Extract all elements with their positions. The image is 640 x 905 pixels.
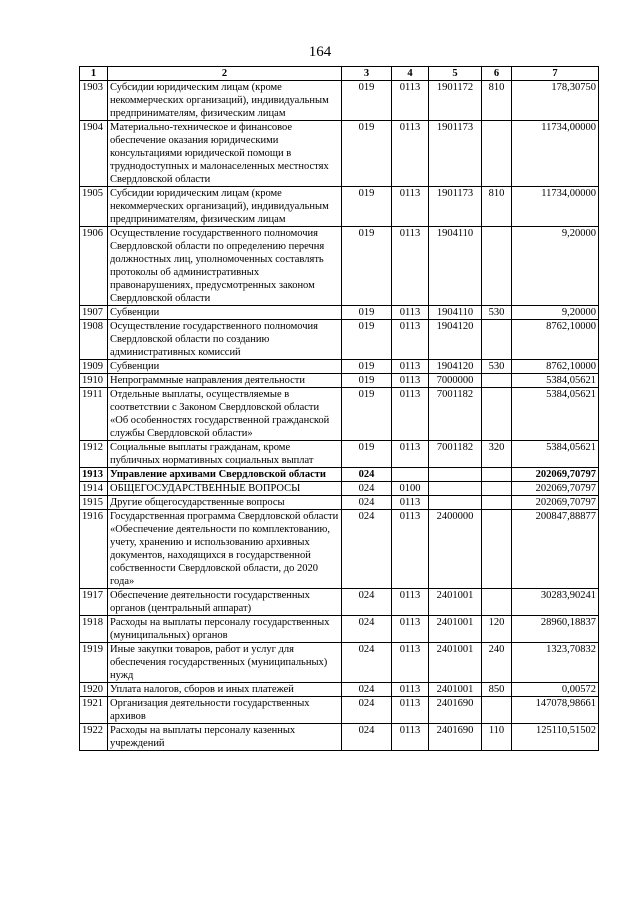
expense-name-cell: Непрограммные направления деятельности	[108, 374, 342, 388]
section-code-cell: 0113	[392, 388, 429, 441]
expense-type-code-cell	[482, 227, 512, 306]
amount-cell: 202069,70797	[512, 496, 599, 510]
amount-cell: 5384,05621	[512, 388, 599, 441]
row-number-cell: 1914	[80, 482, 108, 496]
target-item-code-cell: 2401001	[429, 589, 482, 616]
expense-name-cell: Обеспечение деятельности государственных органов (центральный аппарат)	[108, 589, 342, 616]
amount-cell: 5384,05621	[512, 441, 599, 468]
target-item-code-cell: 7001182	[429, 388, 482, 441]
admin-code-cell: 024	[342, 683, 392, 697]
section-code-cell: 0113	[392, 643, 429, 683]
amount-cell: 28960,18837	[512, 616, 599, 643]
amount-cell: 11734,00000	[512, 187, 599, 227]
amount-cell: 125110,51502	[512, 724, 599, 751]
target-item-code-cell: 1904110	[429, 227, 482, 306]
admin-code-cell: 019	[342, 306, 392, 320]
admin-code-cell: 019	[342, 374, 392, 388]
target-item-code-cell: 2401001	[429, 616, 482, 643]
expense-name-cell: Другие общегосударственные вопросы	[108, 496, 342, 510]
expense-name-cell: Осуществление государственного полномочия Свердловской области по созданию административных комиссий	[108, 320, 342, 360]
target-item-code-cell: 1904110	[429, 306, 482, 320]
admin-code-cell: 024	[342, 589, 392, 616]
target-item-code-cell: 1904120	[429, 320, 482, 360]
section-code-cell: 0113	[392, 360, 429, 374]
table-row	[80, 643, 599, 683]
expense-type-code-cell	[482, 482, 512, 496]
table-row	[80, 589, 599, 616]
admin-code-cell: 019	[342, 187, 392, 227]
target-item-code-cell: 2401690	[429, 724, 482, 751]
row-number-cell: 1918	[80, 616, 108, 643]
amount-cell: 11734,00000	[512, 121, 599, 187]
expense-type-code-cell: 810	[482, 81, 512, 121]
expense-name-cell: Социальные выплаты гражданам, кроме публичных нормативных социальных выплат	[108, 441, 342, 468]
expense-name-cell: Уплата налогов, сборов и иных платежей	[108, 683, 342, 697]
expense-type-code-cell: 240	[482, 643, 512, 683]
expense-type-code-cell	[482, 589, 512, 616]
expense-type-code-cell: 850	[482, 683, 512, 697]
column-header: 3	[342, 67, 392, 81]
section-code-cell: 0113	[392, 616, 429, 643]
table-row	[80, 616, 599, 643]
row-number-cell: 1904	[80, 121, 108, 187]
row-number-cell: 1911	[80, 388, 108, 441]
table-header-row	[80, 67, 599, 81]
section-code-cell: 0113	[392, 589, 429, 616]
column-header: 6	[482, 67, 512, 81]
expense-name-cell: Субсидии юридическим лицам (кроме некоммерческих организаций), индивидуальным предпринимателям, физическим лицам	[108, 81, 342, 121]
admin-code-cell: 019	[342, 388, 392, 441]
section-code-cell: 0113	[392, 320, 429, 360]
table-row	[80, 187, 599, 227]
section-code-cell: 0113	[392, 510, 429, 589]
target-item-code-cell: 7000000	[429, 374, 482, 388]
target-item-code-cell: 1901172	[429, 81, 482, 121]
row-number-cell: 1917	[80, 589, 108, 616]
admin-code-cell: 019	[342, 227, 392, 306]
admin-code-cell: 024	[342, 697, 392, 724]
row-number-cell: 1905	[80, 187, 108, 227]
expense-type-code-cell: 810	[482, 187, 512, 227]
page-number: 164	[308, 44, 332, 60]
table-row	[80, 388, 599, 441]
target-item-code-cell: 1901173	[429, 121, 482, 187]
admin-code-cell: 024	[342, 616, 392, 643]
section-code-cell: 0113	[392, 697, 429, 724]
row-number-cell: 1907	[80, 306, 108, 320]
expense-name-cell: Иные закупки товаров, работ и услуг для обеспечения государственных (муниципальных) нужд	[108, 643, 342, 683]
target-item-code-cell: 2401001	[429, 643, 482, 683]
target-item-code-cell	[429, 496, 482, 510]
budget-table	[79, 66, 599, 751]
table-body	[80, 81, 599, 751]
table-row	[80, 482, 599, 496]
admin-code-cell: 019	[342, 360, 392, 374]
row-number-cell: 1906	[80, 227, 108, 306]
expense-type-code-cell: 120	[482, 616, 512, 643]
table-row	[80, 306, 599, 320]
expense-type-code-cell: 530	[482, 360, 512, 374]
section-code-cell: 0113	[392, 441, 429, 468]
admin-code-cell: 024	[342, 482, 392, 496]
row-number-cell: 1916	[80, 510, 108, 589]
amount-cell: 1323,70832	[512, 643, 599, 683]
expense-name-cell: Субвенции	[108, 360, 342, 374]
row-number-cell: 1912	[80, 441, 108, 468]
column-header: 1	[80, 67, 108, 81]
amount-cell: 0,00572	[512, 683, 599, 697]
admin-code-cell: 024	[342, 496, 392, 510]
row-number-cell: 1921	[80, 697, 108, 724]
table-row	[80, 374, 599, 388]
expense-name-cell: Субсидии юридическим лицам (кроме некоммерческих организаций), индивидуальным предпринимателям, физическим лицам	[108, 187, 342, 227]
expense-type-code-cell	[482, 374, 512, 388]
column-header: 2	[108, 67, 342, 81]
section-code-cell	[392, 468, 429, 482]
expense-name-cell: ОБЩЕГОСУДАРСТВЕННЫЕ ВОПРОСЫ	[108, 482, 342, 496]
table-row	[80, 468, 599, 482]
table-row	[80, 697, 599, 724]
target-item-code-cell: 7001182	[429, 441, 482, 468]
section-code-cell: 0113	[392, 724, 429, 751]
amount-cell: 8762,10000	[512, 320, 599, 360]
expense-name-cell: Расходы на выплаты персоналу государственных (муниципальных) органов	[108, 616, 342, 643]
amount-cell: 200847,88877	[512, 510, 599, 589]
section-code-cell: 0113	[392, 374, 429, 388]
amount-cell: 202069,70797	[512, 468, 599, 482]
amount-cell: 202069,70797	[512, 482, 599, 496]
admin-code-cell: 019	[342, 320, 392, 360]
table-row	[80, 496, 599, 510]
expense-type-code-cell	[482, 496, 512, 510]
row-number-cell: 1910	[80, 374, 108, 388]
section-code-cell: 0113	[392, 306, 429, 320]
amount-cell: 147078,98661	[512, 697, 599, 724]
admin-code-cell: 019	[342, 441, 392, 468]
column-header: 7	[512, 67, 599, 81]
expense-type-code-cell	[482, 121, 512, 187]
amount-cell: 8762,10000	[512, 360, 599, 374]
amount-cell: 9,20000	[512, 306, 599, 320]
expense-type-code-cell	[482, 468, 512, 482]
table-row	[80, 360, 599, 374]
table-row	[80, 121, 599, 187]
column-header: 4	[392, 67, 429, 81]
admin-code-cell: 024	[342, 724, 392, 751]
amount-cell: 5384,05621	[512, 374, 599, 388]
expense-type-code-cell	[482, 320, 512, 360]
target-item-code-cell: 2401690	[429, 697, 482, 724]
admin-code-cell: 024	[342, 643, 392, 683]
expense-type-code-cell: 320	[482, 441, 512, 468]
amount-cell: 178,30750	[512, 81, 599, 121]
expense-name-cell: Осуществление государственного полномочия Свердловской области по определению перечня должностных лиц, уполномоченных составлять протоколы об административных правонарушениях, предусмотренных законом Свердловской области	[108, 227, 342, 306]
table-row	[80, 227, 599, 306]
amount-cell: 9,20000	[512, 227, 599, 306]
admin-code-cell: 024	[342, 468, 392, 482]
expense-type-code-cell: 110	[482, 724, 512, 751]
expense-name-cell: Материально-техническое и финансовое обеспечение оказания юридическими консультациями юридической помощи в труднодоступных и малонаселенных местностях Свердловской области	[108, 121, 342, 187]
expense-type-code-cell: 530	[482, 306, 512, 320]
section-code-cell: 0113	[392, 187, 429, 227]
table-row	[80, 510, 599, 589]
expense-name-cell: Субвенции	[108, 306, 342, 320]
table-row	[80, 320, 599, 360]
admin-code-cell: 019	[342, 121, 392, 187]
target-item-code-cell: 1904120	[429, 360, 482, 374]
row-number-cell: 1922	[80, 724, 108, 751]
row-number-cell: 1920	[80, 683, 108, 697]
expense-type-code-cell	[482, 510, 512, 589]
table-row	[80, 81, 599, 121]
section-code-cell: 0100	[392, 482, 429, 496]
expense-type-code-cell	[482, 697, 512, 724]
section-code-cell: 0113	[392, 121, 429, 187]
expense-type-code-cell	[482, 388, 512, 441]
target-item-code-cell	[429, 482, 482, 496]
expense-name-cell: Расходы на выплаты персоналу казенных учреждений	[108, 724, 342, 751]
column-header: 5	[429, 67, 482, 81]
target-item-code-cell: 2400000	[429, 510, 482, 589]
table-row	[80, 683, 599, 697]
table-row	[80, 441, 599, 468]
row-number-cell: 1909	[80, 360, 108, 374]
section-code-cell: 0113	[392, 81, 429, 121]
expense-name-cell: Государственная программа Свердловской области «Обеспечение деятельности по комплектованию, учету, хранению и использованию архивных документов, находящихся в государственной собственности Свердловской области, до 2020 года»	[108, 510, 342, 589]
expense-name-cell: Отдельные выплаты, осуществляемые в соответствии с Законом Свердловской области «Об особенностях государственной гражданской службы Свердловской области»	[108, 388, 342, 441]
section-code-cell: 0113	[392, 683, 429, 697]
expense-name-cell: Управление архивами Свердловской области	[108, 468, 342, 482]
row-number-cell: 1915	[80, 496, 108, 510]
row-number-cell: 1913	[80, 468, 108, 482]
target-item-code-cell: 2401001	[429, 683, 482, 697]
row-number-cell: 1903	[80, 81, 108, 121]
admin-code-cell: 024	[342, 510, 392, 589]
row-number-cell: 1919	[80, 643, 108, 683]
target-item-code-cell: 1901173	[429, 187, 482, 227]
table-row	[80, 724, 599, 751]
section-code-cell: 0113	[392, 496, 429, 510]
row-number-cell: 1908	[80, 320, 108, 360]
section-code-cell: 0113	[392, 227, 429, 306]
target-item-code-cell	[429, 468, 482, 482]
amount-cell: 30283,90241	[512, 589, 599, 616]
admin-code-cell: 019	[342, 81, 392, 121]
expense-name-cell: Организация деятельности государственных архивов	[108, 697, 342, 724]
